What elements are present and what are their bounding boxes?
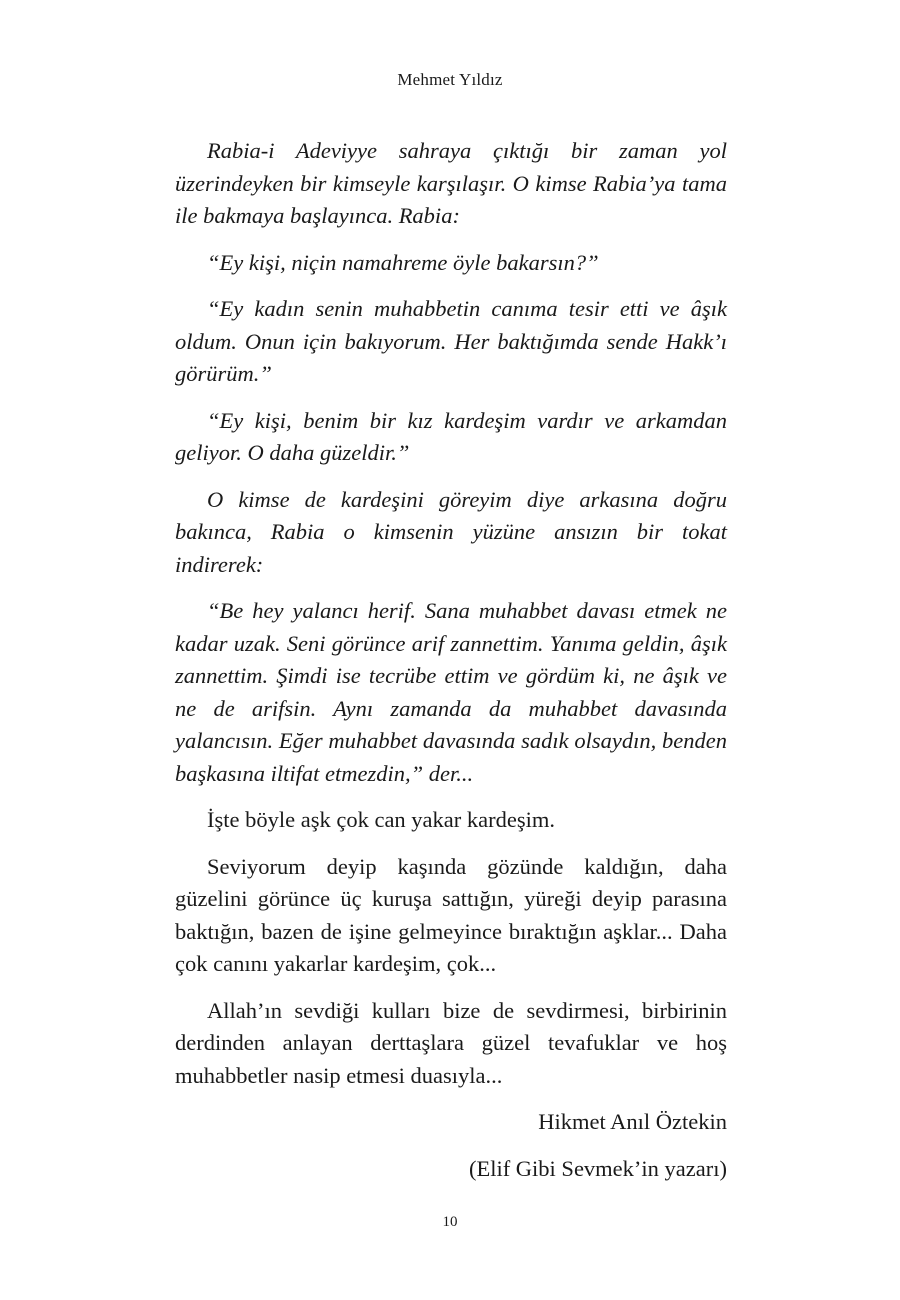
paragraph-story-intro: Rabia-i Adeviyye sahraya çıktığı bir zaman yol üzerindeyken bir kimseyle karşılaşır. O kimse Rabia’ya tama ile bakmaya başlayınca. Rabia: — [175, 138, 727, 228]
paragraph-commentary: Seviyorum deyip kaşında gözünde kaldığın, daha güzelini görünce üç kuruşa sattığın, yüreği deyip parasına baktığın, bazen de işine gelmeyince bıraktığın aşklar... Daha çok canını yakarlar kardeşim, çok... — [175, 853, 727, 976]
signature-note: (Elif Gibi Sevmek’in yazarı) — [468, 1155, 727, 1181]
signature-name: Hikmet Anıl Öztekin — [538, 1109, 727, 1134]
paragraph-dialogue-question: “Ey kişi, niçin namahreme öyle bakarsın?” — [207, 249, 599, 275]
paragraph-dialogue-sister: “Ey kişi, benim bir kız kardeşim vardır ve arkamdan geliyor. O daha güzeldir.” — [175, 407, 727, 465]
page-body — [175, 135, 727, 1199]
paragraph-story-turn: O kimse de kardeşini göreyim diye arkasına doğru bakınca, Rabia o kimsenin yüzüne ansızın bir tokat indirerek: — [175, 486, 727, 577]
page-number: 10 — [442, 1214, 458, 1230]
paragraph-dialogue-reply: “Ey kadın senin muhabbetin canıma tesir etti ve âşık oldum. Onun için bakıyorum. Her baktığımda sende Hakk’ı görürüm.” — [175, 296, 727, 386]
paragraph-dialogue-rebuke: “Be hey yalancı herif. Sana muhabbet davası etmek ne kadar uzak. Seni görünce arif zannettim. Yanıma geldin, âşık zannettim. Şimdi ise tecrübe ettim ve gördüm ki, ne âşık ve ne de arifsin. Aynı zamanda da muhabbet davasında yalancısın. Eğer muhabbet davasında sadık olsaydın, benden başkasına iltifat etmezdin,” der... — [175, 598, 727, 786]
paragraph-prayer: Allah’ın sevdiği kulları bize de sevdirmesi, birbirinin derdinden anlayan derttaşlara güzel tevafuklar ve hoş muhabbetler nasip etmesi duasıyla... — [175, 997, 727, 1088]
running-head: Mehmet Yıldız — [397, 70, 503, 89]
paragraph-reflection: İşte böyle aşk çok can yakar kardeşim. — [207, 807, 555, 832]
